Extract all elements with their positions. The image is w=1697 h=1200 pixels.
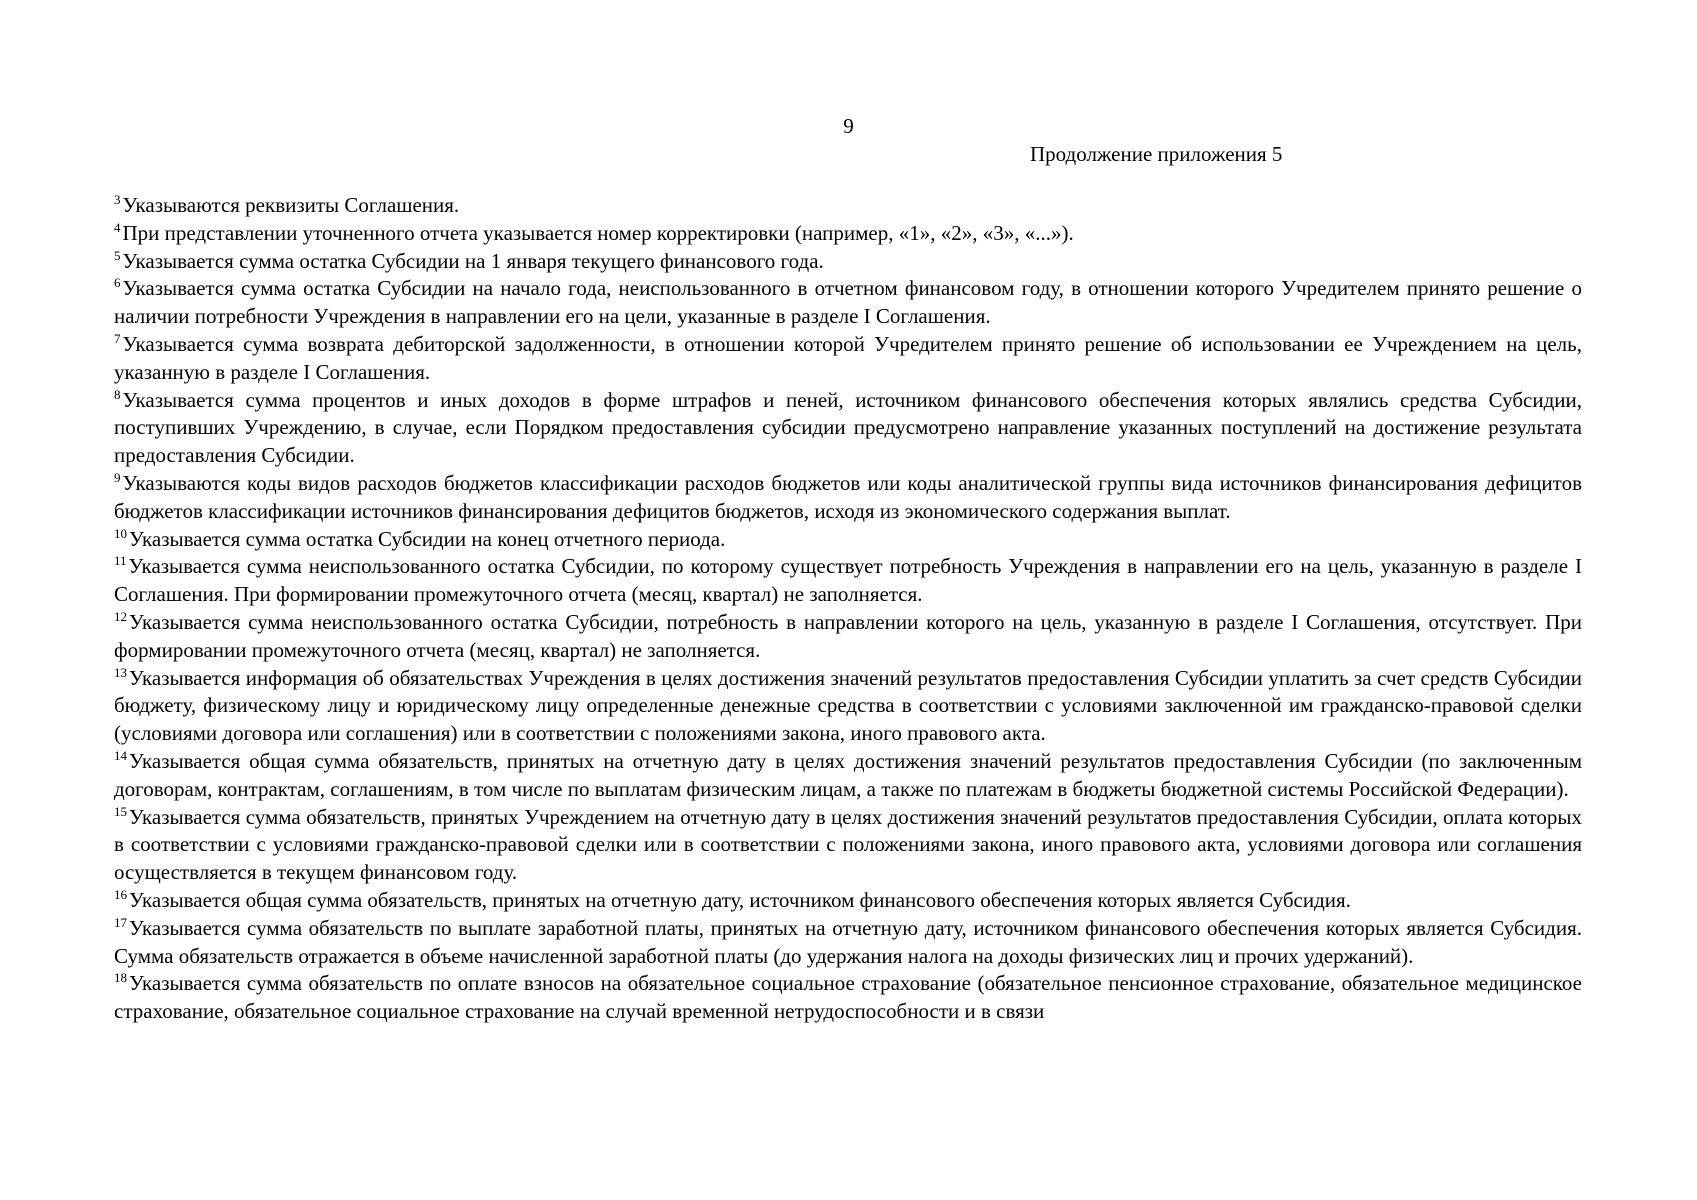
footnote-14: [114, 748, 1582, 804]
footnote-17: [114, 915, 1582, 971]
footnote-number: 11: [114, 553, 127, 569]
footnote-9: [114, 470, 1582, 526]
footnote-text: Указывается сумма обязательств по оплате взносов на обязательное социальное страхование (обязательное пенсионное страхование, обязательное медицинское страхование, обязательное социальное страхование на случай временной нетрудоспособности и в связи: [114, 971, 1582, 1024]
footnote-number: 7: [114, 330, 121, 346]
footnote-number: 5: [114, 247, 121, 263]
footnote-text: Указывается сумма обязательств, принятых Учреждением на отчетную дату в целях достижения значений результатов предоставления Субсидии, оплата которых в соответствии с условиями гражданско-правовой сделки или в соответствии с положениями закона, иного правового акта, условиями договора или соглашения осуществляется в текущем финансовом году.: [114, 804, 1582, 885]
footnote-18: [114, 970, 1582, 1026]
footnote-text: Указывается сумма неиспользованного остатка Субсидии, потребность в направлении которого на цель, указанную в разделе I Соглашения, отсутствует. При формировании промежуточного отчета (месяц, квартал) не заполняется.: [114, 609, 1582, 662]
footnotes-list: [114, 192, 1582, 1026]
footnote-text: Указывается сумма обязательств по выплате заработной платы, принятых на отчетную дату, источником финансового обеспечения которых является Субсидия. Сумма обязательств отражается в объеме начисленной заработной платы (до удержания налога на доходы физических лиц и прочих удержаний).: [114, 915, 1582, 968]
footnote-number: 10: [114, 525, 127, 541]
footnote-number: 14: [114, 747, 127, 763]
footnote-6: [114, 275, 1582, 331]
footnote-8: [114, 387, 1582, 470]
footnote-number: 18: [114, 970, 127, 986]
footnote-text: Указывается сумма процентов и иных доходов в форме штрафов и пеней, источником финансового обеспечения которых являлись средства Субсидии, поступивших Учреждению, в случае, если Порядком предоставления субсидии предусмотрено направление указанных поступлений на достижение результата предоставления Субсидии.: [114, 387, 1582, 468]
footnote-number: 4: [114, 219, 121, 235]
footnote-11: [114, 553, 1582, 609]
footnote-number: 16: [114, 886, 127, 902]
footnote-15: [114, 804, 1582, 887]
footnote-text: Указывается общая сумма обязательств, принятых на отчетную дату в целях достижения значений результатов предоставления Субсидии (по заключенным договорам, контрактам, соглашениям, в том числе по выплатам физическим лицам, а также по платежам в бюджеты бюджетной системы Российской Федерации).: [114, 748, 1582, 801]
footnote-3: [114, 192, 1582, 220]
footnote-text: Указывается сумма остатка Субсидии на конец отчетного периода.: [129, 526, 726, 551]
footnote-number: 8: [114, 386, 121, 402]
footnote-13: [114, 665, 1582, 748]
footnote-text: Указывается информация об обязательствах Учреждения в целях достижения значений результатов предоставления Субсидии уплатить за счет средств Субсидии бюджету, физическому лицу и юридическому лицу определенные денежные средства в соответствии с условиями заключенной им гражданско-правовой сделки (условиями договора или соглашения) или в соответствии с положениями закона, иного правового акта.: [114, 665, 1582, 746]
footnote-text: При представлении уточненного отчета указывается номер корректировки (например, «1», «2», «3», «...»).: [122, 220, 1074, 245]
appendix-continuation-label: Продолжение приложения 5: [1030, 142, 1283, 166]
footnote-text: Указывается сумма остатка Субсидии на начало года, неиспользованного в отчетном финансовом году, в отношении которого Учредителем принято решение о наличии потребности Учреждения в направлении его на цели, указанные в разделе I Соглашения.: [114, 276, 1582, 329]
footnote-number: 9: [114, 469, 121, 485]
footnote-5: [114, 248, 1582, 276]
footnote-number: 17: [114, 914, 127, 930]
footnote-number: 13: [114, 664, 127, 680]
footnote-text: Указывается сумма возврата дебиторской задолженности, в отношении которой Учредителем принято решение об использовании ее Учреждением на цель, указанную в разделе I Соглашения.: [114, 331, 1582, 384]
footnote-text: Указывается общая сумма обязательств, принятых на отчетную дату, источником финансового обеспечения которых является Субсидия.: [129, 887, 1351, 912]
footnote-7: [114, 331, 1582, 387]
footnote-number: 3: [114, 192, 121, 207]
footnote-text: Указываются реквизиты Соглашения.: [122, 193, 460, 217]
footnote-12: [114, 609, 1582, 665]
footnote-16: [114, 887, 1582, 915]
footnote-text: Указывается сумма остатка Субсидии на 1 января текущего финансового года.: [122, 248, 824, 273]
footnote-number: 6: [114, 275, 121, 291]
footnote-number: 12: [114, 608, 127, 624]
footnote-text: Указывается сумма неиспользованного остатка Субсидии, по которому существует потребность Учреждения в направлении его на цель, указанную в разделе I Соглашения. При формировании промежуточного отчета (месяц, квартал) не заполняется.: [114, 554, 1582, 607]
footnote-10: [114, 526, 1582, 554]
footnote-number: 15: [114, 803, 127, 819]
footnote-4: [114, 220, 1582, 248]
footnote-text: Указываются коды видов расходов бюджетов классификации расходов бюджетов или коды аналитической группы вида источников финансирования дефицитов бюджетов классификации источников финансирования дефицитов бюджетов, исходя из экономического содержания выплат.: [114, 470, 1582, 523]
page-number: 9: [843, 114, 854, 138]
